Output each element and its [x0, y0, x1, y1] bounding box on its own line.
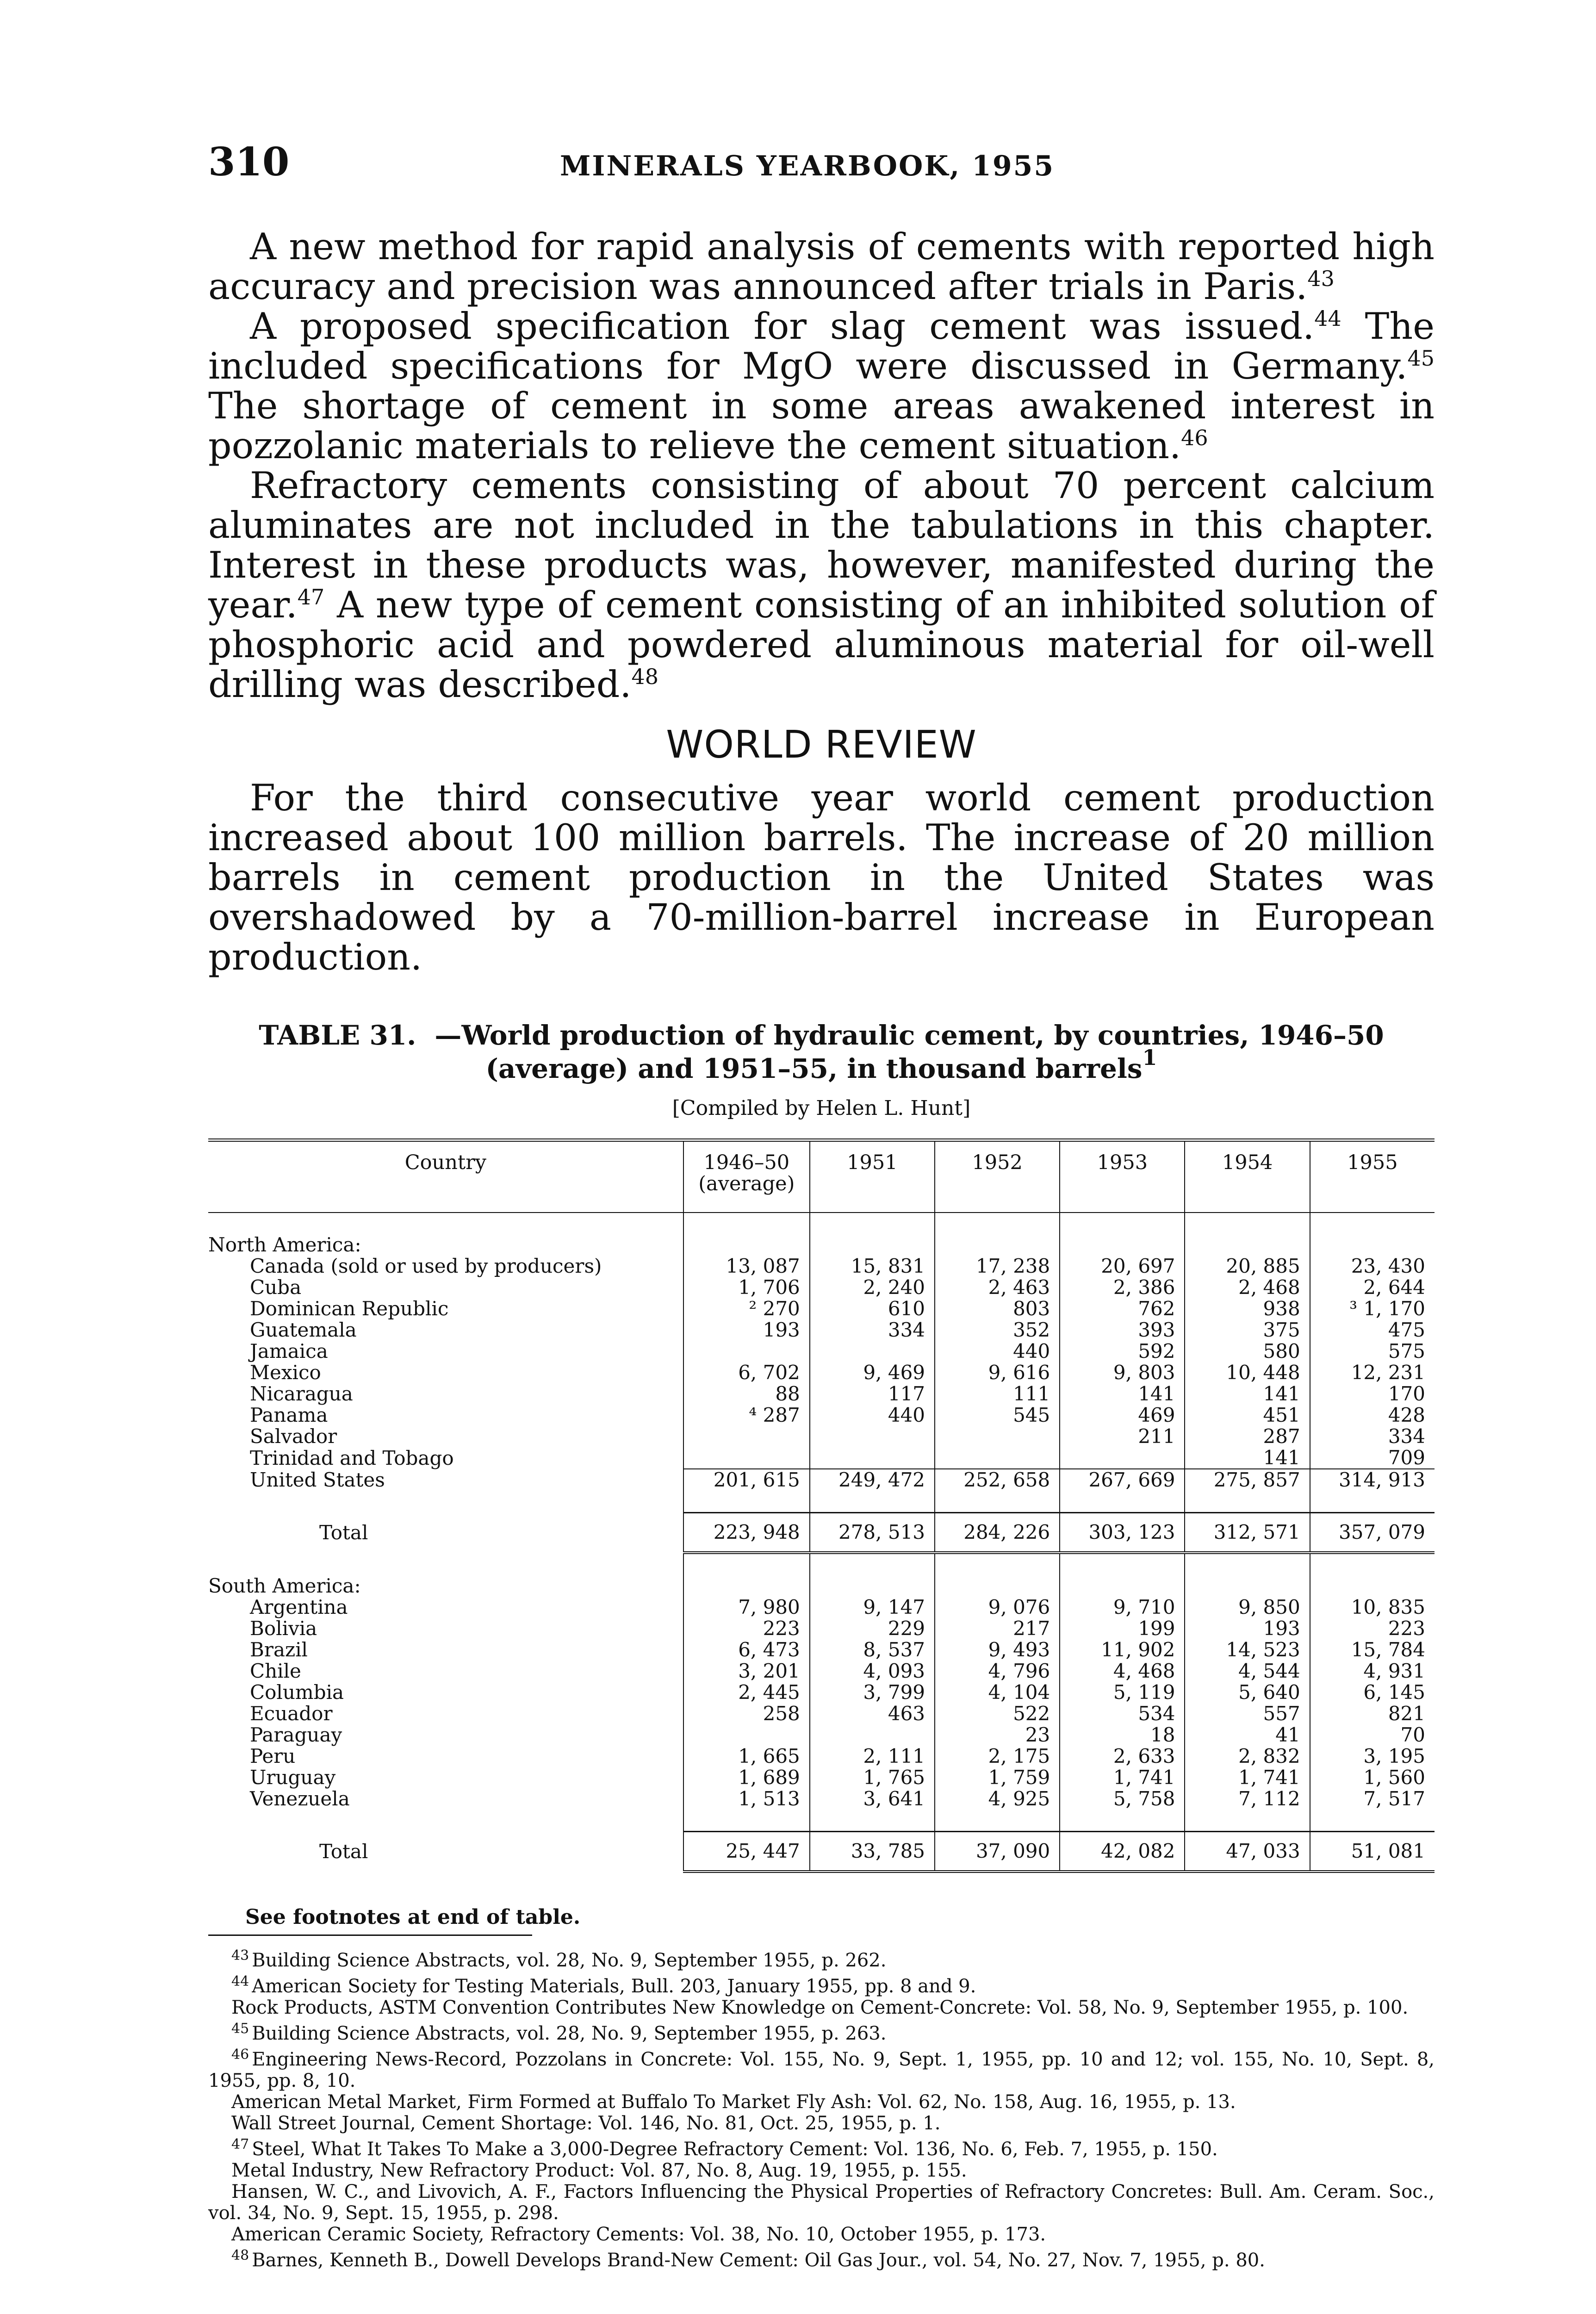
total-label: Total [319, 1840, 368, 1863]
country-name: Ecuador [250, 1702, 333, 1725]
table-title: —World production of hydraulic cement, by countries, 1946–50 (average) and 1951–55, in thousand barrels [435, 1020, 1384, 1084]
production-value: 440 [935, 1341, 1060, 1362]
page-header [208, 139, 1435, 190]
production-value: 267, 669 [1060, 1469, 1185, 1491]
footnote: $^{47}$ Steel, What It Takes To Make a 3,000-Degree Refractory Cement: Vol. 136, No. 6, Feb. 7, 1955, p. 150. [231, 2136, 1218, 2160]
production-value: 6, 145 [1310, 1682, 1435, 1703]
production-value: 9, 616 [935, 1362, 1060, 1383]
footnote: Wall Street Journal, Cement Shortage: Vol. 146, No. 81, Oct. 25, 1955, p. 1. [231, 2113, 941, 2134]
production-value: 4, 468 [1060, 1661, 1185, 1682]
production-value [810, 1447, 935, 1469]
production-value: ³ 1, 170 [1310, 1298, 1435, 1319]
production-value: 258 [683, 1703, 810, 1724]
table-row [208, 1788, 1435, 1810]
production-value: 8, 537 [810, 1639, 935, 1661]
spacer-row [208, 1810, 1435, 1832]
production-value: 12, 231 [1310, 1362, 1435, 1383]
production-value: 1, 765 [810, 1767, 935, 1788]
footnote: Hansen, W. C., and Livovich, A. F., Factors Influencing the Physical Properties of Refractory Concretes: Bull. Am. Ceram. Soc., vol. 34, No. 9, Sept. 15, 1955, p. 298. [208, 2181, 1435, 2224]
production-value: 440 [810, 1405, 935, 1426]
production-value: 9, 850 [1185, 1597, 1310, 1618]
column-header: 1955 [1310, 1140, 1435, 1213]
production-value: 217 [935, 1618, 1060, 1639]
table-row [208, 1298, 1435, 1319]
production-value: 6, 473 [683, 1639, 810, 1661]
region-heading-row [208, 1575, 1435, 1597]
total-value: 42, 082 [1060, 1832, 1185, 1872]
column-header: Country [208, 1140, 683, 1213]
spacer-row [208, 1553, 1435, 1575]
production-value: 334 [1310, 1426, 1435, 1447]
production-value: 393 [1060, 1319, 1185, 1341]
country-name: Venezuela [250, 1787, 350, 1810]
production-value: 803 [935, 1298, 1060, 1319]
production-value: 610 [810, 1298, 935, 1319]
production-value: 170 [1310, 1383, 1435, 1405]
column-header: 1951 [810, 1140, 935, 1213]
production-value: 580 [1185, 1341, 1310, 1362]
region-name: North America: [208, 1233, 361, 1256]
production-value: 193 [683, 1319, 810, 1341]
production-value: 545 [935, 1405, 1060, 1426]
production-value: 275, 857 [1185, 1469, 1310, 1491]
production-value: 141 [1060, 1383, 1185, 1405]
spacer-row [208, 1491, 1435, 1513]
production-value: 451 [1185, 1405, 1310, 1426]
spacer-row [208, 1213, 1435, 1234]
footnote-divider [208, 1935, 532, 1936]
total-value: 33, 785 [810, 1832, 935, 1872]
production-value: 475 [1310, 1319, 1435, 1341]
country-name: Uruguay [250, 1766, 336, 1789]
production-value: 201, 615 [683, 1469, 810, 1491]
production-value: 1, 665 [683, 1746, 810, 1767]
column-header: 1952 [935, 1140, 1060, 1213]
production-value: 11, 902 [1060, 1639, 1185, 1661]
country-name: Nicaragua [250, 1382, 353, 1405]
production-value: 2, 644 [1310, 1277, 1435, 1298]
production-value: 111 [935, 1383, 1060, 1405]
country-name: Chile [250, 1660, 301, 1682]
production-value: 2, 463 [935, 1277, 1060, 1298]
table-row [208, 1639, 1435, 1661]
document-page [208, 139, 1435, 2271]
table-row [208, 1362, 1435, 1383]
production-value: 3, 201 [683, 1661, 810, 1682]
country-name: United States [250, 1468, 385, 1491]
table-row [208, 1682, 1435, 1703]
table-row [208, 1767, 1435, 1788]
production-value: 522 [935, 1703, 1060, 1724]
paragraph-world-review: For the third consecutive year world cement production increased about 100 million barrels. The increase of 20 million barrels in cement production in the United States was overshadowed by a 70-million-barrel increase in European production. [208, 777, 1435, 978]
total-value: 37, 090 [935, 1832, 1060, 1872]
total-value: 25, 447 [683, 1832, 810, 1872]
section-heading: WORLD REVIEW [666, 723, 977, 767]
production-value: 18 [1060, 1724, 1185, 1746]
production-value [935, 1447, 1060, 1469]
production-value: 10, 448 [1185, 1362, 1310, 1383]
total-value: 223, 948 [683, 1513, 810, 1553]
country-name: Guatemala [250, 1319, 357, 1341]
production-value: 7, 517 [1310, 1788, 1435, 1810]
footnote: $^{43}$ Building Science Abstracts, vol. 28, No. 9, September 1955, p. 262. [231, 1947, 887, 1971]
paragraph-slag-cement: A proposed specification for slag cement was issued.$^{44}$ The included specifications for MgO were discussed in Germany.$^{45}$ The shortage of cement in some areas awakened interest in pozzolanic materials to relieve the cement situation.$^{46}$ [208, 305, 1435, 467]
footnote: $^{48}$ Barnes, Kenneth B., Dowell Develops Brand-New Cement: Oil Gas Jour., vol. 54, No. 27, Nov. 7, 1955, p. 80. [231, 2247, 1265, 2271]
country-name: Bolivia [250, 1617, 317, 1640]
production-value [810, 1724, 935, 1746]
country-name: Salvador [250, 1425, 337, 1448]
total-value: 312, 571 [1185, 1513, 1310, 1553]
table-row [208, 1618, 1435, 1639]
production-value: 1, 706 [683, 1277, 810, 1298]
total-row [208, 1513, 1435, 1553]
footnote: American Ceramic Society, Refractory Cements: Vol. 38, No. 10, October 1955, p. 173. [231, 2224, 1046, 2245]
country-name: Brazil [250, 1638, 308, 1661]
production-value: 14, 523 [1185, 1639, 1310, 1661]
footnote: $^{45}$ Building Science Abstracts, vol. 28, No. 9, September 1955, p. 263. [231, 2021, 887, 2044]
production-value [1060, 1447, 1185, 1469]
production-value: 3, 799 [810, 1682, 935, 1703]
total-row [208, 1832, 1435, 1872]
country-name: Panama [250, 1404, 328, 1426]
country-name: Mexico [250, 1361, 321, 1384]
production-value [935, 1426, 1060, 1447]
country-name: Peru [250, 1745, 296, 1767]
production-value: 5, 119 [1060, 1682, 1185, 1703]
production-value: 3, 195 [1310, 1746, 1435, 1767]
production-value: 211 [1060, 1426, 1185, 1447]
production-value: 2, 111 [810, 1746, 935, 1767]
production-value: 141 [1185, 1447, 1310, 1469]
region-heading-row [208, 1234, 1435, 1256]
production-value: 15, 784 [1310, 1639, 1435, 1661]
country-name: Canada (sold or used by producers) [250, 1255, 602, 1277]
table-row [208, 1426, 1435, 1447]
production-value: 334 [810, 1319, 935, 1341]
production-value: 223 [683, 1618, 810, 1639]
region-name: South America: [208, 1574, 361, 1597]
production-value: 20, 697 [1060, 1256, 1185, 1277]
total-value: 284, 226 [935, 1513, 1060, 1553]
production-value: 5, 640 [1185, 1682, 1310, 1703]
production-value: 17, 238 [935, 1256, 1060, 1277]
production-value: 9, 493 [935, 1639, 1060, 1661]
production-value: ² 270 [683, 1298, 810, 1319]
footnote: $^{44}$ American Society for Testing Materials, Bull. 203, January 1955, pp. 8 and 9. [231, 1973, 976, 1997]
production-value: 1, 513 [683, 1788, 810, 1810]
production-value: 4, 931 [1310, 1661, 1435, 1682]
production-value: 428 [1310, 1405, 1435, 1426]
production-value: 352 [935, 1319, 1060, 1341]
footnote: Metal Industry, New Refractory Product: Vol. 87, No. 8, Aug. 19, 1955, p. 155. [231, 2160, 967, 2181]
column-header: 1954 [1185, 1140, 1310, 1213]
total-value: 303, 123 [1060, 1513, 1185, 1553]
production-value: 287 [1185, 1426, 1310, 1447]
production-value: 557 [1185, 1703, 1310, 1724]
production-value: 3, 641 [810, 1788, 935, 1810]
footnote: $^{46}$ Engineering News-Record, Pozzolans in Concrete: Vol. 155, No. 9, Sept. 1, 1955, pp. 10 and 12; vol. 155, No. 10, Sept. 8, 1955, pp. 8, 10. [208, 2047, 1435, 2091]
total-value: 357, 079 [1310, 1513, 1435, 1553]
column-header: 1946–50 (average) [683, 1140, 810, 1213]
production-value [683, 1447, 810, 1469]
production-value: 41 [1185, 1724, 1310, 1746]
production-value: ⁴ 287 [683, 1405, 810, 1426]
production-value [683, 1426, 810, 1447]
country-name: Cuba [250, 1276, 302, 1299]
production-value: 2, 468 [1185, 1277, 1310, 1298]
production-value: 4, 925 [935, 1788, 1060, 1810]
production-value: 23, 430 [1310, 1256, 1435, 1277]
footnote: American Metal Market, Firm Formed at Buffalo To Market Fly Ash: Vol. 62, No. 158, Aug. 16, 1955, p. 13. [231, 2091, 1236, 2113]
table-compiled-by: [Compiled by Helen L. Hunt] [672, 1096, 971, 1120]
table-row [208, 1703, 1435, 1724]
production-value: 2, 240 [810, 1277, 935, 1298]
production-value: 1, 689 [683, 1767, 810, 1788]
production-value: 20, 885 [1185, 1256, 1310, 1277]
production-value: 2, 445 [683, 1682, 810, 1703]
production-value: 88 [683, 1383, 810, 1405]
country-name: Argentina [250, 1596, 348, 1618]
production-value: 6, 702 [683, 1362, 810, 1383]
production-value [810, 1341, 935, 1362]
production-value: 4, 093 [810, 1661, 935, 1682]
production-value: 2, 175 [935, 1746, 1060, 1767]
production-value: 709 [1310, 1447, 1435, 1469]
production-value: 938 [1185, 1298, 1310, 1319]
table-row [208, 1341, 1435, 1362]
running-title: MINERALS YEARBOOK, 1955 [560, 150, 1055, 182]
total-value: 51, 081 [1310, 1832, 1435, 1872]
production-value: 4, 104 [935, 1682, 1060, 1703]
footnotes [208, 1945, 1435, 2271]
production-value: 70 [1310, 1724, 1435, 1746]
country-name: Trinidad and Tobago [250, 1446, 454, 1469]
production-value: 15, 831 [810, 1256, 935, 1277]
production-value: 469 [1060, 1405, 1185, 1426]
see-footnotes-note: See footnotes at end of table. [245, 1905, 581, 1929]
production-value: 141 [1185, 1383, 1310, 1405]
country-name: Jamaica [250, 1340, 328, 1362]
table-row [208, 1277, 1435, 1298]
production-value: 821 [1310, 1703, 1435, 1724]
production-value: 1, 560 [1310, 1767, 1435, 1788]
total-value: 278, 513 [810, 1513, 935, 1553]
production-value: 1, 759 [935, 1767, 1060, 1788]
production-value: 762 [1060, 1298, 1185, 1319]
production-value: 7, 112 [1185, 1788, 1310, 1810]
table-row [208, 1661, 1435, 1682]
country-name: Paraguay [250, 1723, 342, 1746]
table-row [208, 1447, 1435, 1469]
total-value: 47, 033 [1185, 1832, 1310, 1872]
production-value: 575 [1310, 1341, 1435, 1362]
column-header: 1953 [1060, 1140, 1185, 1213]
production-table [208, 1138, 1435, 1873]
table-row [208, 1469, 1435, 1491]
production-value: 9, 147 [810, 1597, 935, 1618]
production-value: 252, 658 [935, 1469, 1060, 1491]
table-caption: TABLE 31. —World production of hydraulic cement, by countries, 1946–50 (average) and 1951–55, in thousand barrels$^1$ [259, 1020, 1384, 1084]
production-value: 592 [1060, 1341, 1185, 1362]
country-name: Dominican Republic [250, 1297, 449, 1320]
table-row [208, 1746, 1435, 1767]
production-value: 13, 087 [683, 1256, 810, 1277]
production-value: 23 [935, 1724, 1060, 1746]
production-value: 223 [1310, 1618, 1435, 1639]
production-value: 2, 386 [1060, 1277, 1185, 1298]
production-value: 9, 076 [935, 1597, 1060, 1618]
table-row [208, 1405, 1435, 1426]
production-value [683, 1341, 810, 1362]
production-value: 4, 544 [1185, 1661, 1310, 1682]
table-header-row [208, 1140, 1435, 1213]
table-row [208, 1597, 1435, 1618]
table-body [208, 1213, 1435, 1872]
production-value: 5, 758 [1060, 1788, 1185, 1810]
production-value: 375 [1185, 1319, 1310, 1341]
production-value: 9, 469 [810, 1362, 935, 1383]
table-row [208, 1256, 1435, 1277]
table-row [208, 1319, 1435, 1341]
production-value: 9, 710 [1060, 1597, 1185, 1618]
production-value: 9, 803 [1060, 1362, 1185, 1383]
production-value: 314, 913 [1310, 1469, 1435, 1491]
production-value [810, 1426, 935, 1447]
production-value: 4, 796 [935, 1661, 1060, 1682]
page-number: 310 [208, 139, 290, 185]
table-row [208, 1383, 1435, 1405]
footnote: Rock Products, ASTM Convention Contributes New Knowledge on Cement-Concrete: Vol. 58, No. 9, September 1955, p. 100. [231, 1997, 1409, 2018]
paragraph-refractory-cements: Refractory cements consisting of about 70 percent calcium aluminates are not included in the tabulations in this chapter. Interest in these products was, however, manifested during the year.$^{47}$ A new type of cement consisting of an inhibited solution of phosphoric acid and powdered aluminous material for oil-well drilling was described.$^{48}$ [208, 464, 1435, 706]
country-name: Columbia [250, 1681, 344, 1704]
production-value: 1, 741 [1060, 1767, 1185, 1788]
production-value: 7, 980 [683, 1597, 810, 1618]
production-value: 2, 832 [1185, 1746, 1310, 1767]
production-value: 463 [810, 1703, 935, 1724]
production-value [683, 1724, 810, 1746]
production-value: 10, 835 [1310, 1597, 1435, 1618]
production-value: 229 [810, 1618, 935, 1639]
production-value: 534 [1060, 1703, 1185, 1724]
table-row [208, 1724, 1435, 1746]
production-value: 117 [810, 1383, 935, 1405]
table-label: TABLE 31. [259, 1020, 416, 1051]
production-value: 2, 633 [1060, 1746, 1185, 1767]
production-value: 1, 741 [1185, 1767, 1310, 1788]
production-value: 249, 472 [810, 1469, 935, 1491]
production-value: 193 [1185, 1618, 1310, 1639]
production-value: 199 [1060, 1618, 1185, 1639]
paragraph-rapid-analysis: A new method for rapid analysis of cements with reported high accuracy and precision was announced after trials in Paris.$^{43}$ [208, 225, 1435, 308]
total-label: Total [319, 1521, 368, 1544]
